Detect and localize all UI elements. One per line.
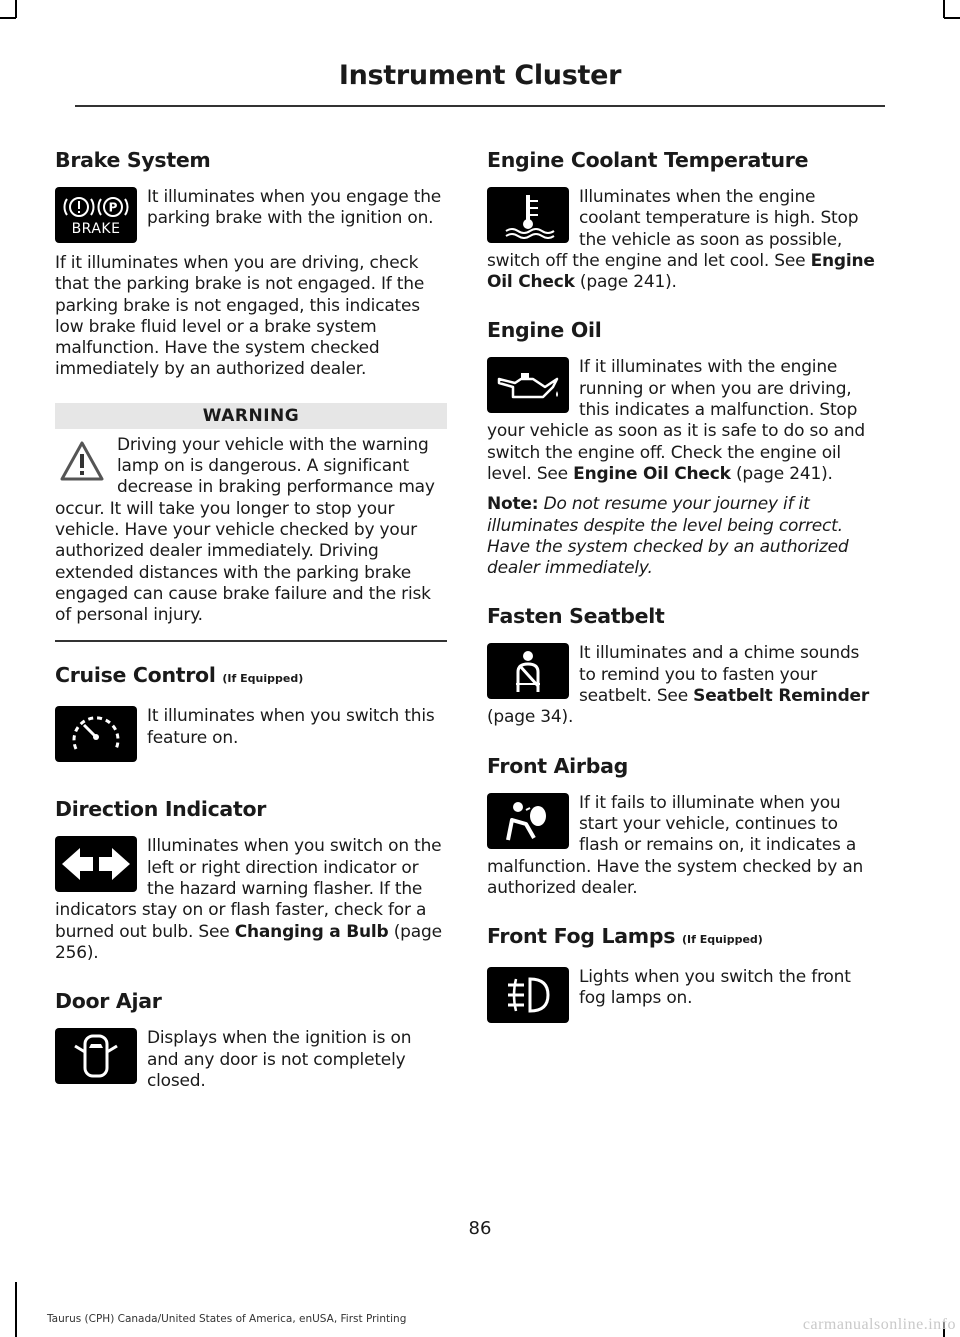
airbag-icon: [487, 793, 569, 849]
warning-heading: WARNING: [55, 403, 447, 429]
section-brake-system: [55, 145, 447, 381]
seatbelt-reminder-link[interactable]: Seatbelt Reminder: [693, 686, 870, 707]
engine-oil-icon: [487, 357, 569, 413]
brake-lead-text: It illuminates when you engage the parking brake with the ignition on.: [147, 187, 442, 229]
seatbelt-icon: [487, 643, 569, 699]
person-airbag-icon: [500, 798, 556, 844]
section-engine-coolant: [487, 145, 879, 293]
svg-text:P: P: [108, 200, 118, 215]
speedometer-icon: [66, 711, 126, 757]
cruise-control-icon: [55, 706, 137, 762]
oil-note: [487, 485, 879, 579]
person-seatbelt-icon: [508, 648, 548, 694]
warning-block: [55, 429, 447, 627]
brake-icon-label: BRAKE: [71, 221, 121, 237]
page-ref: (page 256).: [55, 921, 442, 963]
engine-oil-check-link[interactable]: Engine Oil Check: [573, 463, 731, 484]
airbag-text: If it fails to illuminate when you start your vehicle, continues to flash or remains on, it indicates a malfunction. Have the system checked by an authorized dealer.: [487, 792, 864, 898]
engine-oil-check-link[interactable]: Engine Oil Check: [487, 250, 875, 293]
seatbelt-body: It illuminates and a chime sounds to remind you to fasten your seatbelt. See: [579, 643, 860, 707]
section-engine-oil: [487, 315, 879, 579]
footer-text: Taurus (CPH) Canada/United States of America, enUSA, First Printing: [47, 1313, 407, 1325]
changing-a-bulb-link[interactable]: Changing a Bulb: [234, 921, 389, 942]
warning-text: Driving your vehicle with the warning lamp on is dangerous. A significant decrease in braking performance may occur. It will take you longer to stop your vehicle. Have your vehicle checked by your authorized dealer immediately. Driving extended distances with the parking brake engaged can cause brake failure and the risk of personal injury.: [55, 434, 435, 626]
section-title: [55, 660, 447, 694]
page-number: 86: [468, 1218, 492, 1239]
fog-title: Front Fog Lamps: [487, 924, 676, 949]
thermometer-icon: [498, 191, 558, 239]
fog-text: Lights when you switch the front fog lamps on.: [579, 967, 851, 1009]
crop-mark-top-left-v: [15, 0, 17, 18]
if-equipped-tag: (If Equipped): [681, 933, 763, 947]
section-front-airbag: [487, 751, 879, 899]
page-ref: (page 34).: [487, 707, 574, 728]
section-title: Engine Oil: [487, 318, 602, 343]
section-fasten-seatbelt: [487, 601, 879, 728]
section-title: Engine Coolant Temperature: [487, 148, 809, 172]
car-top-view-icon: [71, 1032, 121, 1080]
crop-mark-top-right-h: [944, 17, 960, 19]
page-ref: (page 241).: [730, 463, 833, 484]
cruise-text: It illuminates when you switch this feature on.: [147, 706, 435, 748]
brake-warning-icon: [55, 187, 137, 243]
section-title: [487, 921, 879, 955]
section-direction-indicator: [55, 794, 447, 964]
section-title: Brake System: [55, 148, 211, 172]
section-cruise-control: [55, 660, 447, 764]
section-title: Front Airbag: [487, 753, 629, 778]
arrows-icon: [60, 842, 132, 886]
page-ref: (page 241).: [574, 272, 677, 293]
section-front-fog-lamps: [487, 921, 879, 1025]
crop-mark-bottom-left-v: [15, 1282, 17, 1337]
cruise-title: Cruise Control: [55, 663, 216, 688]
watermark: carmanualsonline.info: [802, 1316, 956, 1333]
oil-body: If it illuminates with the engine running or when you are driving, this indicates a malfunction. Stop your vehicle as soon as it is safe to do so and switch the engine off. Check the engine oil level. See: [487, 357, 865, 484]
direction-indicator-icon: [55, 836, 137, 892]
door-text: Displays when the ignition is on and any door is not completely closed.: [147, 1028, 412, 1091]
direction-body: Illuminates when you switch on the left or right direction indicator or the hazard warning flasher. If the indicators stay on or flash faster, check for a burned out bulb. See: [55, 836, 442, 942]
section-title: Fasten Seatbelt: [487, 604, 665, 629]
brake-body-text: If it illuminates when you are driving, check that the parking brake is not engaged. If the parking brake is not engaged, this indicates low brake fluid level or a brake system malfunction. Have the system checked immediately by an authorized dealer.: [55, 253, 425, 380]
oil-can-icon: [493, 365, 563, 405]
fog-lamp-icon: [487, 967, 569, 1023]
page-header-title: Instrument Cluster: [338, 60, 622, 91]
crop-mark-top-right-v: [943, 0, 945, 18]
section-door-ajar: [55, 986, 447, 1092]
left-column: [55, 145, 447, 1092]
section-title: Door Ajar: [55, 989, 162, 1014]
coolant-temperature-icon: [487, 187, 569, 243]
brake-symbols-icon: [61, 193, 131, 221]
note-text: Do not resume your journey if it illuminates despite the level being correct. Have the system checked by an authorized dealer immediately.: [487, 494, 849, 579]
warning-triangle-icon: [59, 439, 105, 485]
crop-mark-top-left-h: [0, 17, 16, 19]
fog-light-icon: [498, 973, 558, 1017]
coolant-body: Illuminates when the engine coolant temperature is high. Stop the vehicle as soon as possible, switch off the engine and let cool. See: [487, 187, 859, 271]
right-column: [487, 145, 879, 1025]
section-title: Direction Indicator: [55, 797, 267, 822]
door-ajar-icon: [55, 1028, 137, 1084]
if-equipped-tag: (If Equipped): [222, 672, 304, 686]
header-divider: [75, 105, 885, 107]
note-label: Note:: [487, 494, 539, 515]
